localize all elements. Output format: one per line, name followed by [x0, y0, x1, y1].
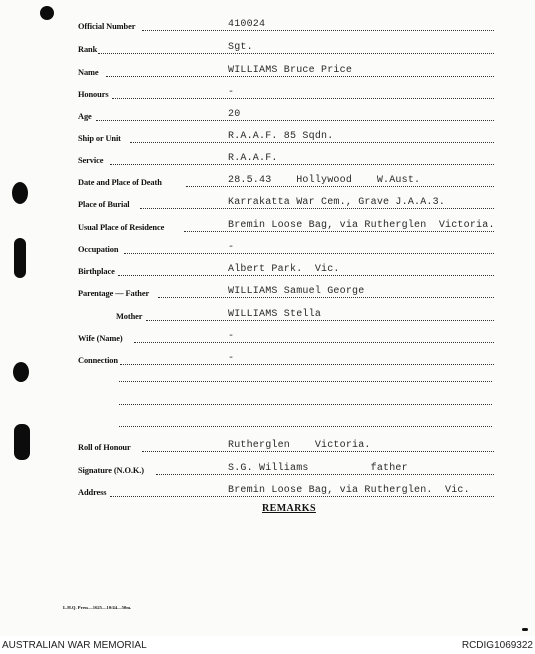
field-place-of-burial [0, 192, 535, 212]
field-value: WILLIAMS Stella [228, 309, 322, 320]
field-value: R.A.A.F. [228, 153, 278, 164]
field-value: 28.5.43 Hollywood W.Aust. [228, 175, 421, 186]
blank-dotted-line [119, 426, 492, 427]
dotted-leader [112, 98, 494, 99]
field-usual-place-of-residence [0, 215, 535, 235]
field-value: Rutherglen Victoria. [228, 440, 371, 451]
field-date-place-of-death [0, 170, 535, 190]
field-ship-or-unit [0, 126, 535, 146]
field-label: Date and Place of Death [78, 178, 162, 187]
record-id: RCDIG1069322 [461, 640, 533, 651]
field-label: Place of Burial [78, 200, 130, 209]
field-label: Age [78, 112, 92, 121]
field-label: Mother [116, 312, 143, 321]
field-label: Roll of Honour [78, 443, 131, 452]
field-birthplace [0, 259, 535, 279]
field-parentage-mother [0, 304, 535, 324]
dotted-leader [110, 496, 494, 497]
field-value: WILLIAMS Bruce Price [228, 65, 353, 76]
field-age [0, 104, 535, 124]
field-rank [0, 37, 535, 57]
field-service [0, 148, 535, 168]
dotted-leader [96, 120, 494, 121]
field-value: Karrakatta War Cem., Grave J.A.A.3. [228, 197, 446, 208]
field-label: Occupation [78, 245, 119, 254]
field-label: Name [78, 68, 99, 77]
field-official-number [0, 14, 535, 34]
field-value: - [228, 242, 235, 253]
field-value: - [228, 353, 235, 364]
dotted-leader [118, 275, 494, 276]
field-connection [0, 348, 535, 368]
remarks-heading: REMARKS [262, 503, 316, 514]
field-label: Ship or Unit [78, 134, 121, 143]
field-label: Parentage — Father [78, 289, 150, 298]
print-imprint: L.H.Q. Press—1625—10/44—50m. [63, 605, 132, 610]
dotted-leader [142, 451, 494, 452]
dotted-leader [106, 76, 494, 77]
dotted-leader [184, 231, 494, 232]
dotted-leader [186, 186, 494, 187]
field-value: Sgt. [228, 42, 253, 53]
dotted-leader [124, 253, 494, 254]
dotted-leader [110, 164, 494, 165]
field-parentage-father [0, 281, 535, 301]
field-label: Birthplace [78, 267, 115, 276]
field-label: Rank [78, 45, 98, 54]
field-value: 410024 [228, 19, 266, 30]
field-label: Honours [78, 90, 109, 99]
blank-dotted-line [119, 404, 492, 405]
dotted-leader [146, 320, 494, 321]
archive-credit: AUSTRALIAN WAR MEMORIAL [2, 640, 147, 651]
field-label: Address [78, 488, 107, 497]
field-value: WILLIAMS Samuel George [228, 286, 365, 297]
field-value: Bremin Loose Bag, via Rutherglen. Vic. [228, 485, 470, 496]
field-value: Bremin Loose Bag, via Rutherglen Victoria. [228, 220, 495, 231]
field-roll-of-honour [0, 435, 535, 455]
dotted-leader [140, 208, 494, 209]
edge-mark [522, 628, 528, 631]
dotted-leader [98, 53, 494, 54]
field-value: Albert Park. Vic. [228, 264, 340, 275]
field-label: Usual Place of Residence [78, 223, 165, 232]
field-address [0, 480, 535, 500]
field-label: Signature (N.O.K.) [78, 466, 144, 475]
field-signature-nok [0, 458, 535, 478]
field-name [0, 60, 535, 80]
field-label: Wife (Name) [78, 334, 123, 343]
field-occupation [0, 237, 535, 257]
field-label: Connection [78, 356, 118, 365]
field-value: S.G. Williams father [228, 463, 408, 474]
field-wife-name [0, 326, 535, 346]
dotted-leader [120, 364, 494, 365]
field-value: R.A.A.F. 85 Sqdn. [228, 131, 334, 142]
dotted-leader [158, 297, 494, 298]
dotted-leader [134, 342, 494, 343]
dotted-leader [156, 474, 494, 475]
field-value: 20 [228, 109, 241, 120]
field-honours [0, 82, 535, 102]
field-label: Official Number [78, 22, 136, 31]
dotted-leader [130, 142, 494, 143]
blank-dotted-line [119, 381, 492, 382]
field-value: - [228, 87, 235, 98]
field-value: - [228, 331, 235, 342]
field-label: Service [78, 156, 104, 165]
dotted-leader [142, 30, 494, 31]
